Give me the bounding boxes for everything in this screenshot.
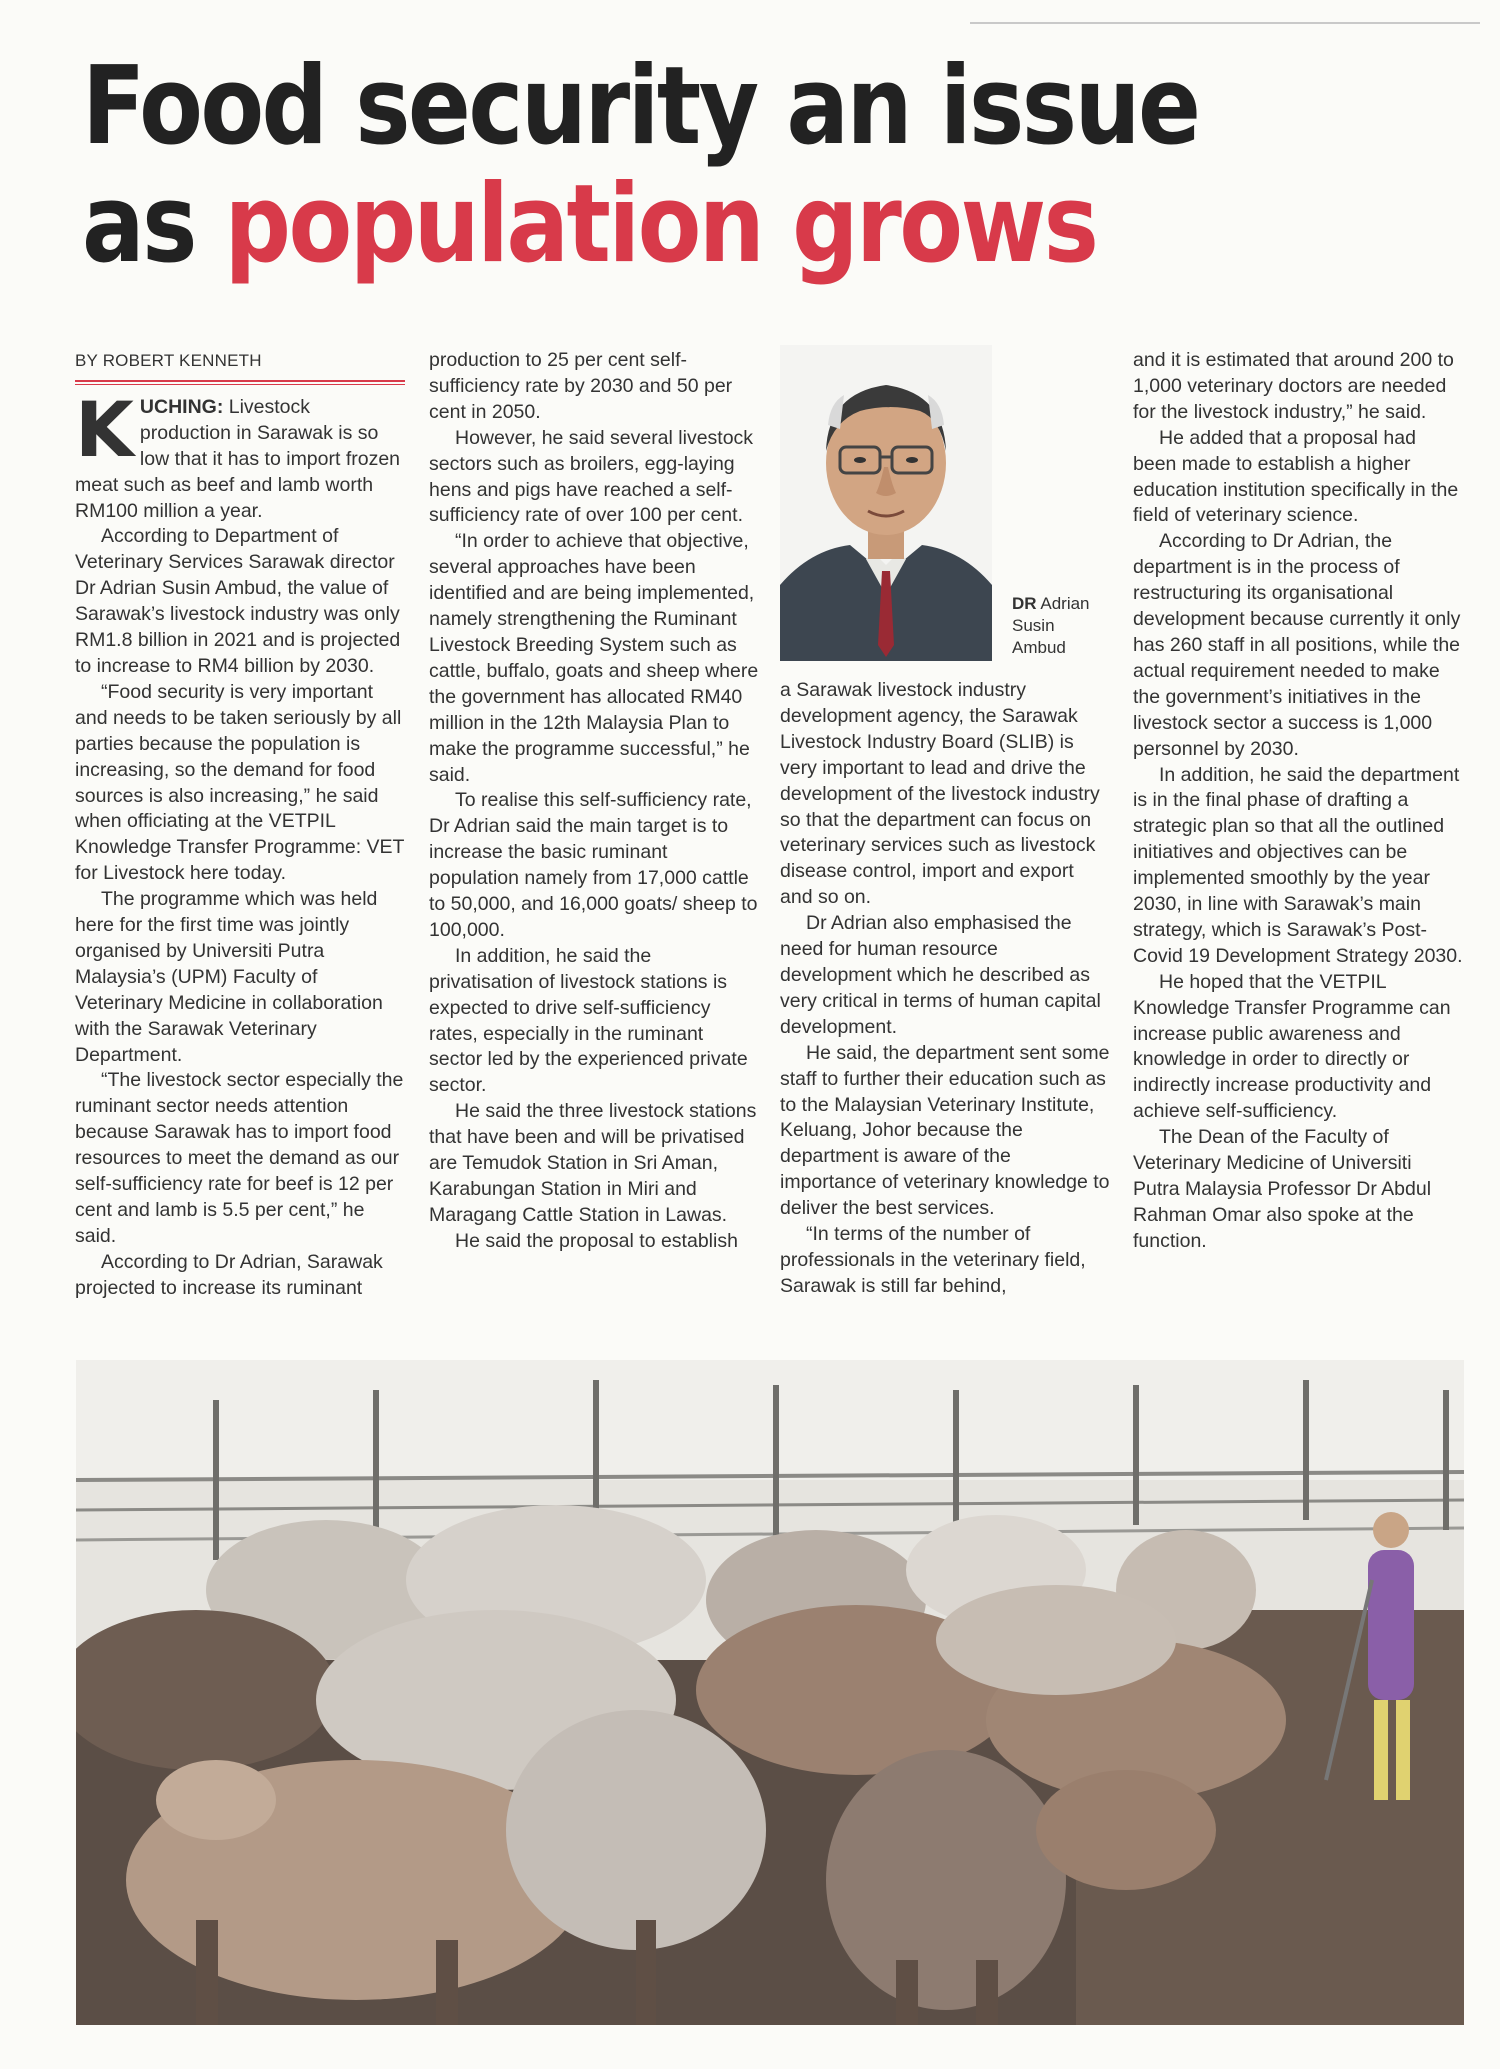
paragraph: According to Department of Veterinary Services Sarawak director Dr Adrian Susin Ambud, the value of Sarawak’s livestock industry was only RM1.8 billion in 2021 and is projected to increase to RM4 billion by 2030.	[75, 525, 401, 677]
paragraph: a Sarawak livestock industry development agency, the Sarawak Livestock Industry Board (SLIB) is very important to lead and drive the development of the livestock industry so that the department can focus on veterinary services such as livestock disease control, import and export and so on.	[780, 679, 1100, 909]
paragraph: He added that a proposal had been made to establish a higher education institution specifically in the field of veterinary science.	[1133, 426, 1459, 527]
dateline: UCHING:	[139, 395, 224, 418]
paragraph: He said the proposal to establish	[455, 1229, 738, 1252]
paragraph: According to Dr Adrian, Sarawak projected to increase its ruminant	[75, 1250, 383, 1299]
headline-line-1: Food security an issue	[82, 44, 1199, 169]
headline-line-2	[82, 162, 1200, 287]
paragraph: and it is estimated that around 200 to 1,000 veterinary doctors are needed for the livestock industry,” he said.	[1133, 349, 1454, 423]
caption-name-bold: DR	[1012, 594, 1037, 613]
cattle-photo	[76, 1360, 1464, 2025]
paragraph: He hoped that the VETPIL Knowledge Transfer Programme can increase public awareness and knowledge in order to directly or indirectly increase productivity and achieve self-sufficiency.	[1133, 970, 1451, 1123]
top-divider	[970, 22, 1480, 24]
paragraph: Dr Adrian also emphasised the need for human resource development which he described as very critical in terms of human capital development.	[780, 912, 1101, 1038]
paragraph: He said, the department sent some staff to further their education such as to the Malaysian Veterinary Institute, Keluang, Johor because the department is aware of the importance of veterinary knowledge to deliver the best services.	[780, 1041, 1110, 1220]
paragraph: According to Dr Adrian, the department is in the process of restructuring its organisational development because currently it only has 260 staff in all positions, while the actual requirement needed to make the government’s initiatives in the livestock sector a success is 1,000 personnel by 2030.	[1133, 530, 1461, 760]
paragraph: In addition, he said the department is in the final phase of drafting a strategic plan so that all the outlined initiatives and objectives can be implemented smoothly by the year 2030, in line with Sarawak’s main strategy, which is Sarawak’s Post-Covid 19 Development Strategy 2030.	[1133, 763, 1463, 967]
paragraph: production to 25 per cent self-sufficiency rate by 2030 and 50 per cent in 2050.	[429, 349, 733, 423]
paragraph: “The livestock sector especially the ruminant sector needs attention because Sarawak has to import food resources to meet the demand as our self-sufficiency rate for beef is 12 per cent and lamb is 5.5 per cent,” he said.	[75, 1069, 404, 1247]
byline: BY ROBERT KENNETH	[75, 351, 262, 370]
paragraph: The programme which was held here for the first time was jointly organised by Universiti Putra Malaysia’s (UPM) Faculty of Veterinary Medicine in collaboration with the Sarawak Veterinary Department.	[75, 888, 383, 1066]
portrait-block	[780, 345, 1110, 665]
paragraph: He said the three livestock stations that have been and will be privatised are Temudok Station in Sri Aman, Karabungan Station in Miri and Maragang Cattle Station in Lawas.	[429, 1100, 757, 1226]
headline	[82, 44, 1382, 287]
article-column-4	[1133, 348, 1463, 1255]
lead-paragraph	[75, 384, 405, 525]
paragraph: The Dean of the Faculty of Veterinary Medicine of Universiti Putra Malaysia Professor Dr Abdul Rahman Omar also spoke at the function.	[1133, 1126, 1432, 1252]
paragraph: “In order to achieve that objective, several approaches have been identified and are being implemented, namely strengthening the Ruminant Livestock Breeding System such as cattle, buffalo, goats and sheep where the government has allocated RM40 million in the 12th Malaysia Plan to make the programme successful,” he said.	[429, 530, 759, 786]
headline-line-2-dark: as	[82, 162, 225, 287]
drop-cap: K	[75, 384, 134, 474]
headline-line-2-red: population grows	[224, 162, 1097, 287]
article-column-1	[75, 348, 405, 1302]
lead-text: Livestock production in Sarawak is so low that it has to import frozen meat such as beef and lamb worth RM100 million a year.	[75, 395, 401, 522]
paragraph: To realise this self-sufficiency rate, Dr Adrian said the main target is to increase the basic ruminant population namely from 17,000 cattle to 50,000, and 16,000 goats/ sheep to 100,000.	[429, 789, 758, 941]
paragraph: “Food security is very important and needs to be taken seriously by all parties because the population is increasing, so the demand for food sources is also increasing,” he said when officiating at the VETPIL Knowledge Transfer Programme: VET for Livestock here today.	[75, 680, 405, 885]
paragraph: “In terms of the number of professionals in the veterinary field, Sarawak is still far behind,	[780, 1223, 1086, 1297]
caption-name: Adrian Susin Ambud	[1012, 594, 1090, 657]
article-column-2	[429, 348, 759, 1255]
article-column-3	[780, 678, 1110, 1300]
portrait-photo	[780, 345, 992, 661]
portrait-caption	[1012, 593, 1112, 659]
paragraph: In addition, he said the privatisation of livestock stations is expected to drive self-sufficiency rates, especially in the ruminant sector led by the experienced private sector.	[429, 944, 748, 1097]
paragraph: However, he said several livestock sectors such as broilers, egg-laying hens and pigs have reached a self-sufficiency rate of over 100 per cent.	[429, 426, 754, 527]
